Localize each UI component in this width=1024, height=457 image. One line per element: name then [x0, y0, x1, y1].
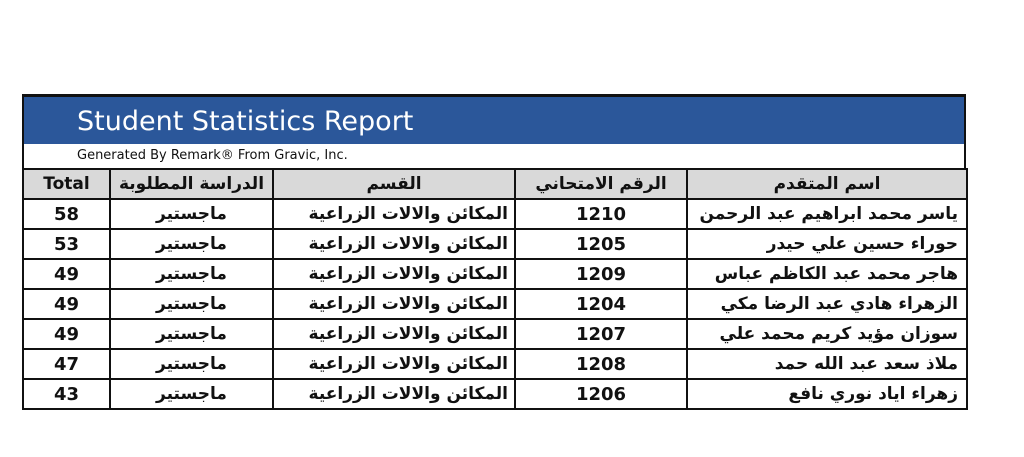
report-subtitle: Generated By Remark® From Gravic, Inc. — [22, 144, 966, 168]
cell-total: 53 — [23, 229, 110, 259]
cell-total: 43 — [23, 379, 110, 409]
report-banner — [22, 94, 966, 144]
cell-exam-number: 1208 — [515, 349, 687, 379]
table-row — [23, 349, 967, 379]
cell-exam-number: 1206 — [515, 379, 687, 409]
cell-name: سوزان مؤيد كريم محمد علي — [687, 319, 967, 349]
cell-study: ماجستير — [110, 379, 273, 409]
cell-exam-number: 1207 — [515, 319, 687, 349]
cell-study: ماجستير — [110, 199, 273, 229]
report — [22, 94, 966, 410]
cell-exam-number: 1209 — [515, 259, 687, 289]
cell-study: ماجستير — [110, 319, 273, 349]
header-department: القسم — [273, 169, 515, 199]
header-total: Total — [23, 169, 110, 199]
cell-name: ملاذ سعد عبد الله حمد — [687, 349, 967, 379]
cell-department: المكائن والالات الزراعية — [273, 349, 515, 379]
header-exam-number: الرقم الامتحاني — [515, 169, 687, 199]
cell-name: ياسر محمد ابراهيم عبد الرحمن — [687, 199, 967, 229]
cell-exam-number: 1204 — [515, 289, 687, 319]
cell-department: المكائن والالات الزراعية — [273, 199, 515, 229]
table-row — [23, 229, 967, 259]
header-study: الدراسة المطلوبة — [110, 169, 273, 199]
cell-total: 58 — [23, 199, 110, 229]
cell-study: ماجستير — [110, 289, 273, 319]
cell-study: ماجستير — [110, 229, 273, 259]
table-header-row — [23, 169, 967, 199]
table-row — [23, 259, 967, 289]
statistics-table — [22, 168, 968, 410]
report-title: Student Statistics Report — [77, 106, 414, 137]
table-row — [23, 289, 967, 319]
cell-study: ماجستير — [110, 349, 273, 379]
cell-department: المكائن والالات الزراعية — [273, 229, 515, 259]
cell-exam-number: 1205 — [515, 229, 687, 259]
table-row — [23, 379, 967, 409]
cell-department: المكائن والالات الزراعية — [273, 319, 515, 349]
cell-name: الزهراء هادي عبد الرضا مكي — [687, 289, 967, 319]
cell-name: زهراء اياد نوري نافع — [687, 379, 967, 409]
header-name: اسم المتقدم — [687, 169, 967, 199]
table-row — [23, 319, 967, 349]
cell-name: حوراء حسين علي حيدر — [687, 229, 967, 259]
cell-name: هاجر محمد عبد الكاظم عباس — [687, 259, 967, 289]
cell-total: 49 — [23, 259, 110, 289]
cell-study: ماجستير — [110, 259, 273, 289]
cell-exam-number: 1210 — [515, 199, 687, 229]
cell-department: المكائن والالات الزراعية — [273, 289, 515, 319]
cell-total: 49 — [23, 289, 110, 319]
cell-department: المكائن والالات الزراعية — [273, 259, 515, 289]
table-row — [23, 199, 967, 229]
cell-total: 49 — [23, 319, 110, 349]
cell-department: المكائن والالات الزراعية — [273, 379, 515, 409]
cell-total: 47 — [23, 349, 110, 379]
